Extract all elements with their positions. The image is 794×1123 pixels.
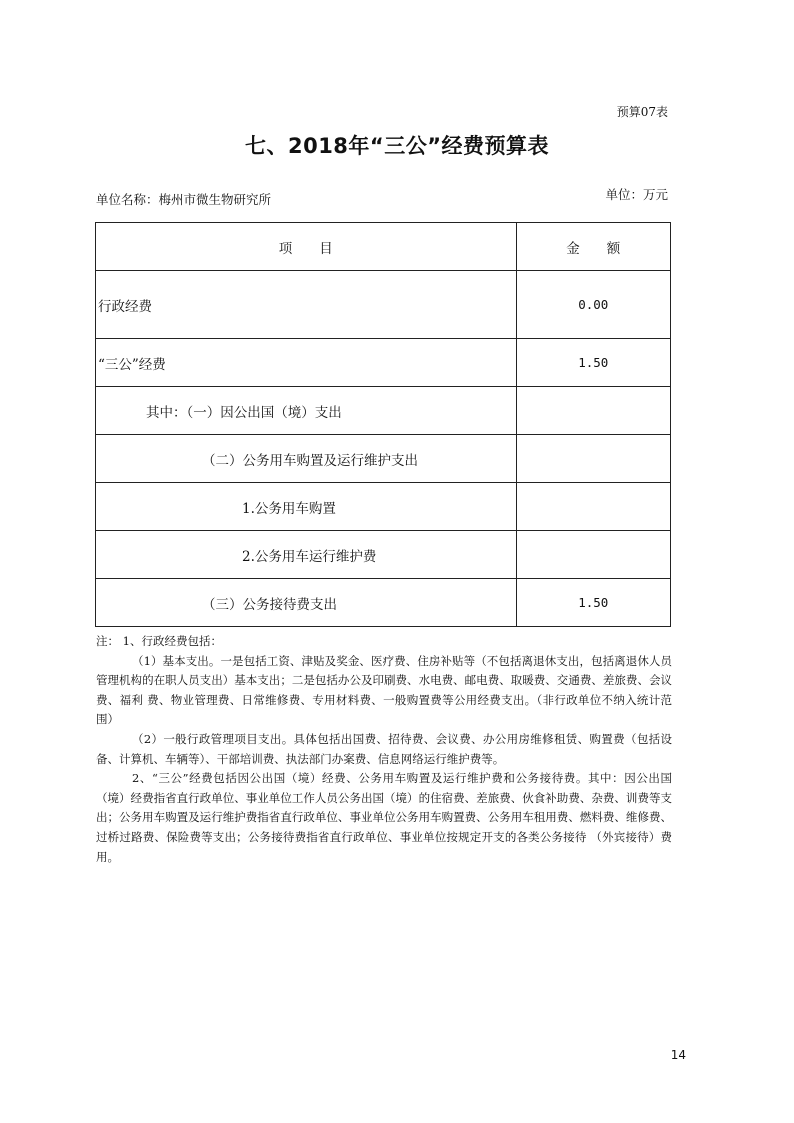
- row-amount-vehicle-maintenance: [516, 531, 670, 579]
- table-row: [96, 339, 671, 387]
- table-row: [96, 579, 671, 627]
- note-2: 2、“三公”经费包括因公出国（境）经费、公务用车购置及运行维护费和公务接待费。其中：因公出国（境）经费指省直行政单位、事业单位工作人员公务出国（境）的住宿费、差旅费、伙食补助费、杂费、训费等支出；公务用车购置及运行维护费指省直行政单位、事业单位公务用车购置费、公务用车租用费、燃料费、维修费、过桥过路费、保险费等支出；公务接待费指省直行政单位、事业单位按规定开支的各类公务接待 （外宾接待）费用。: [96, 771, 672, 864]
- row-amount-overseas: [516, 387, 670, 435]
- page-title: 七、2018年“三公”经费预算表: [244, 134, 550, 158]
- row-amount-vehicle: [516, 435, 670, 483]
- row-amount-admin-expense: 0.00: [516, 271, 670, 339]
- row-label-vehicle-maintenance: 2.公务用车运行维护费: [96, 531, 517, 579]
- note-1-item-2: （2）一般行政管理项目支出。具体包括出国费、招待费、会议费、办公用房维修租赁、购置费（包括设备、计算机、车辆等）、干部培训费、执法部门办案费、信息网络运行维护费等。: [96, 731, 672, 766]
- notes-section: [96, 632, 672, 867]
- row-amount-three-public: 1.50: [516, 339, 670, 387]
- table-row: [96, 387, 671, 435]
- row-label-overseas: 其中：（一）因公出国（境）支出: [96, 387, 517, 435]
- row-label-three-public: “三公”经费: [96, 339, 517, 387]
- table-row: [96, 435, 671, 483]
- note-1-title: 注： 1、行政经费包括：: [96, 634, 222, 648]
- row-amount-reception: 1.50: [516, 579, 670, 627]
- note-1-item-1: （1）基本支出。一是包括工资、津贴及奖金、医疗费、住房补贴等（不包括离退休支出，包括离退休人员管理机构的在职人员支出）基本支出；二是包括办公及印刷费、水电费、邮电费、取暖费、交通费、差旅费、会议费、福利 费、物业管理费、日常维修费、专用材料费、一般购置费等公用经费支出。（非行政单位不纳入统计范围）: [96, 653, 672, 727]
- table-row: [96, 271, 671, 339]
- column-header-item: 项 目: [96, 223, 517, 271]
- table-row: [96, 531, 671, 579]
- row-label-admin-expense: 行政经费: [96, 271, 517, 339]
- form-code: 预算07表: [616, 105, 668, 119]
- unit-currency: 单位：万元: [605, 187, 668, 202]
- row-label-vehicle: （二）公务用车购置及运行维护支出: [96, 435, 517, 483]
- table-row: [96, 483, 671, 531]
- unit-name: 单位名称：梅州市微生物研究所: [96, 192, 272, 207]
- row-amount-vehicle-purchase: [516, 483, 670, 531]
- budget-table: [95, 222, 671, 627]
- row-label-reception: （三）公务接待费支出: [96, 579, 517, 627]
- table-header-row: [96, 223, 671, 271]
- row-label-vehicle-purchase: 1.公务用车购置: [96, 483, 517, 531]
- page-number: 14: [670, 1048, 686, 1062]
- column-header-amount: 金 额: [516, 223, 670, 271]
